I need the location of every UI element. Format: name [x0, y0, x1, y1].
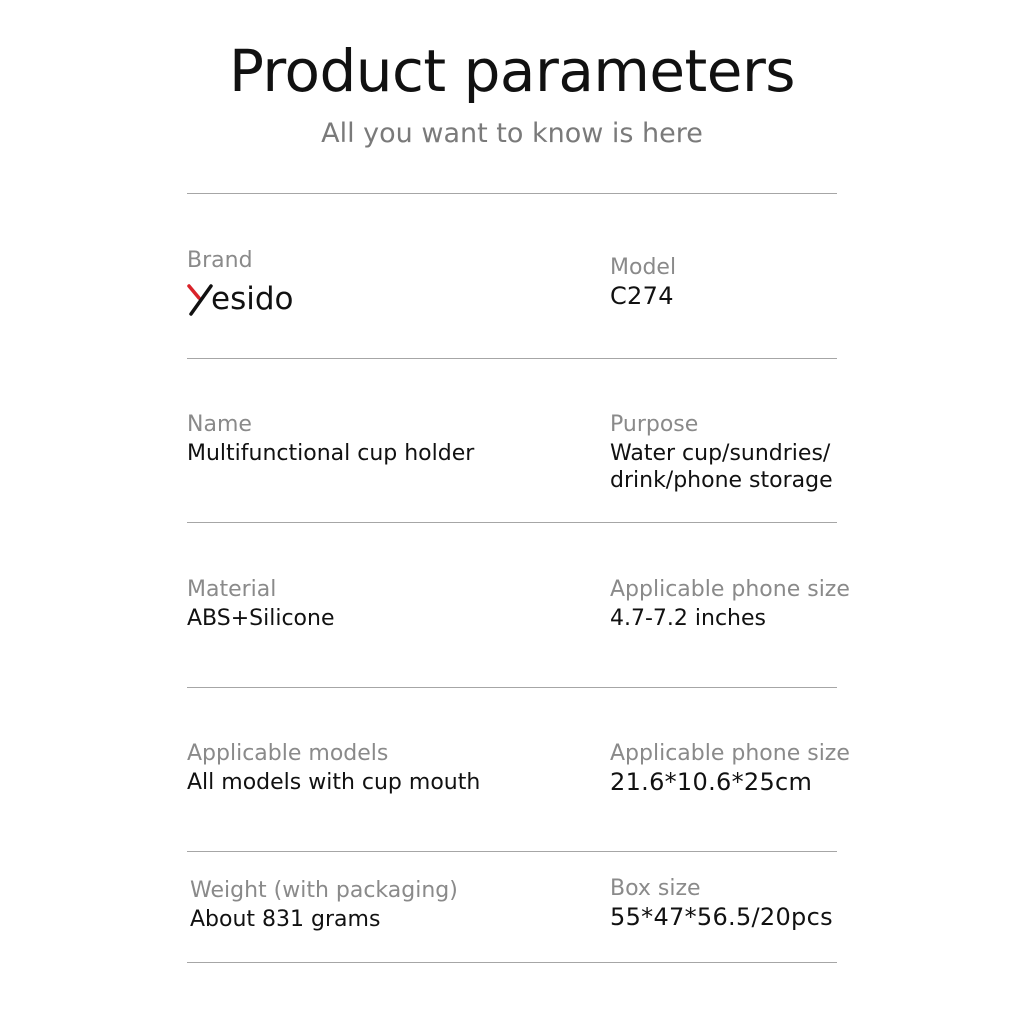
param-phone-size-2: [610, 739, 940, 796]
param-label: Box size: [610, 876, 701, 901]
param-label: Applicable models: [187, 741, 389, 766]
param-label: Weight (with packaging): [190, 878, 458, 903]
param-purpose: [610, 410, 940, 494]
divider: [187, 851, 837, 852]
logo-text: esido: [211, 281, 294, 317]
param-label: Purpose: [610, 412, 699, 437]
param-label: Applicable phone size: [610, 577, 850, 602]
param-model: [610, 253, 940, 310]
page-title: Product parameters: [228, 37, 796, 105]
param-label: Name: [187, 412, 252, 437]
param-value-line-2: drink/phone storage: [610, 468, 833, 493]
divider: [187, 358, 837, 359]
param-value: ABS+Silicone: [187, 606, 335, 631]
param-value: 55*47*56.5/20pcs: [610, 903, 833, 931]
param-weight: [190, 876, 520, 933]
param-value: 4.7-7.2 inches: [610, 606, 766, 631]
divider: [187, 193, 837, 194]
param-value-line-1: Water cup/sundries/: [610, 441, 831, 466]
param-value: About 831 grams: [190, 907, 381, 932]
divider: [187, 962, 837, 963]
divider: [187, 522, 837, 523]
param-models: [187, 739, 517, 796]
param-phone-size: [610, 575, 940, 632]
param-value: Multifunctional cup holder: [187, 441, 475, 466]
param-box-size: [610, 874, 940, 931]
page-subtitle: All you want to know is here: [321, 118, 703, 149]
yesido-logo: [187, 280, 327, 318]
param-brand: [187, 246, 517, 318]
param-value: C274: [610, 282, 674, 310]
param-label: Brand: [187, 248, 253, 273]
param-name: [187, 410, 517, 467]
param-label: Applicable phone size: [610, 741, 850, 766]
param-value: All models with cup mouth: [187, 770, 481, 795]
divider: [187, 687, 837, 688]
param-label: Material: [187, 577, 277, 602]
param-value: 21.6*10.6*25cm: [610, 768, 813, 796]
param-material: [187, 575, 517, 632]
param-label: Model: [610, 255, 677, 280]
